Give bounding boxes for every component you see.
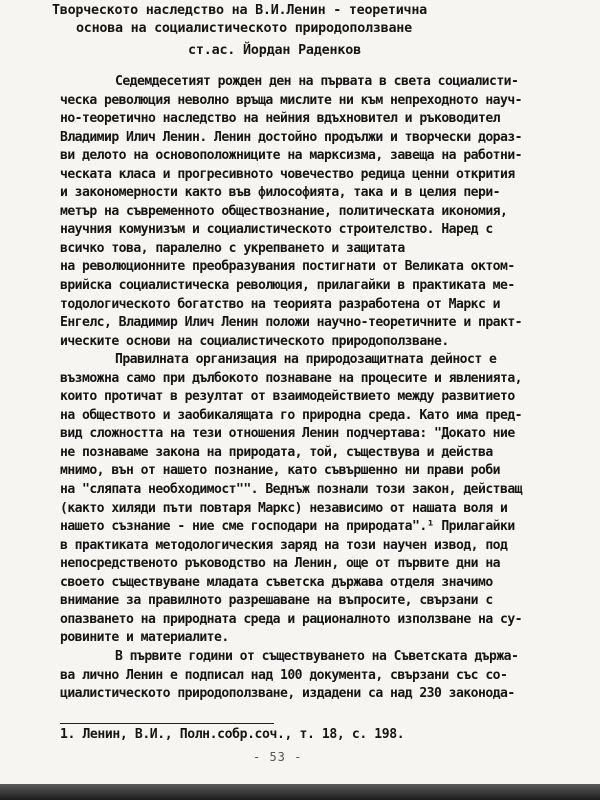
page-number: - 53 - xyxy=(253,750,303,764)
text-line: вид сложността на тези отношения Ленин подчертава: "Докато ние xyxy=(60,426,515,442)
text-line: възможна само при дълбокото познаване на процесите и явленията, xyxy=(60,370,522,386)
text-line: (както хиляди пъти повтаря Маркс) независимо от нашата воля и xyxy=(60,500,508,516)
text-line: ровините и материалите. xyxy=(60,630,229,646)
text-line: ва лично Ленин е подписал над 100 документа, свързани със со- xyxy=(60,667,508,683)
title-line-2: основа на социалистическото природоползване xyxy=(76,21,412,36)
text-line: ви делото на основоположниците на марксизма, завеща на работни- xyxy=(60,148,522,164)
scan-edge xyxy=(0,784,600,800)
text-line: ческа революция неволно връща мислите ни към непреходното науч- xyxy=(60,92,522,108)
title-line-1: Творческото наследство на В.И.Ленин - теоретична xyxy=(52,3,427,18)
text-line: но-теоретично наследство на нейния вдъхновител и ръководител xyxy=(60,111,500,127)
title-block xyxy=(0,2,600,38)
text-line: В първите години от съществуването на Съветската държа- xyxy=(115,648,519,664)
body-text xyxy=(60,73,590,704)
text-line: мнимо, вън от нашето познание, като съвършенно ни прави роби xyxy=(60,463,500,479)
text-line: внимание за правилното разрешаване на въпросите, свързани с xyxy=(60,593,493,609)
text-line: Енгелс, Владимир Илич Ленин положи научно-теоретичните и практ- xyxy=(60,315,522,331)
text-line: на революционните преобразувания постигнати от Великата октом- xyxy=(60,259,515,275)
text-line: опазването на природната среда и рационалното използване на су- xyxy=(60,611,522,627)
text-line: Владимир Илич Ленин. Ленин достойно продължи и творчески дораз- xyxy=(60,129,522,145)
text-line: и закономерности както във философията, така и в целия пери- xyxy=(60,185,500,201)
text-line: всичко това, паралелно с укрепването и защитата xyxy=(60,240,405,256)
text-line: нашето съзнание - ние сме господари на природата".¹ Прилагайки xyxy=(60,519,515,535)
text-line: на "сляпата необходимост"". Веднъж познали този закон, действащ xyxy=(60,482,522,498)
text-line: непосредственото ръководство на Ленин, още от първите дни на xyxy=(60,556,500,572)
text-line: тодологическото богатство на теорията разработена от Маркс и xyxy=(60,296,500,312)
footnote: 1. Ленин, В.И., Полн.собр.соч., т. 18, с. 198. xyxy=(60,727,405,742)
text-line: които протичат в резултат от взаимодействието между развитието xyxy=(60,389,515,405)
text-line: ческата класа и прогресивното човечество редица ценни открития xyxy=(60,166,515,182)
text-line: научния комунизъм и социалистическото строителство. Наред с xyxy=(60,222,493,238)
text-line: в практиката методологическия заряд на този научен извод, под xyxy=(60,537,508,553)
text-line: на обществото и заобикалящата го природна среда. Като има пред- xyxy=(60,407,522,423)
author: ст.ас. Йордан Раденков xyxy=(188,43,361,58)
text-line: не познаваме закона на природата, той, съществува и действа xyxy=(60,444,493,460)
text-line: метър на съвременното обществознание, политическата икономия, xyxy=(60,203,508,219)
footnote-divider xyxy=(60,723,274,724)
text-line: Правилната организация на природозащитната дейност е xyxy=(115,352,497,368)
text-line: ическите основи на социалистическото природоползване. xyxy=(60,333,449,349)
text-line: циалистическото природоползване, издадени са над 230 законода- xyxy=(60,686,515,702)
text-line: врийска социалистическа революция, прилагайки в практиката ме- xyxy=(60,278,515,294)
text-line: Седемдесетият рожден ден на първата в света социалисти- xyxy=(115,74,519,89)
text-line: своето съществуване младата съветска държава отделя значимо xyxy=(60,574,493,590)
